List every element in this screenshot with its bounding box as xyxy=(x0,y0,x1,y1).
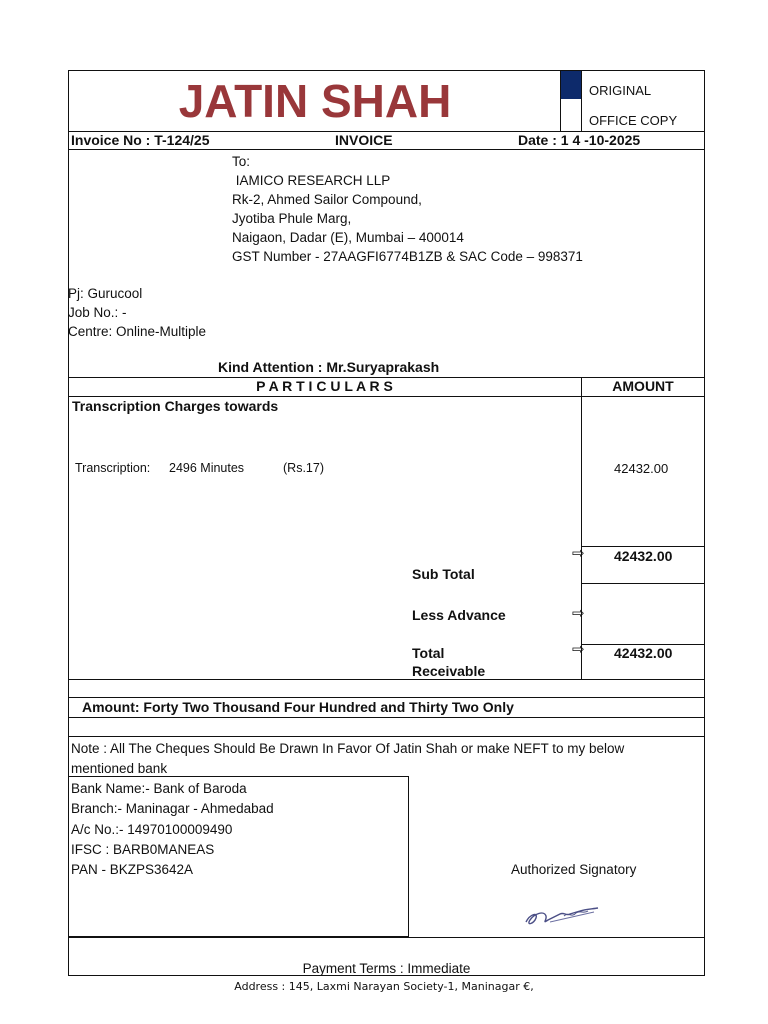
bank-branch: Branch:- Maninagar - Ahmedabad xyxy=(71,801,274,817)
bank-name: Bank Name:- Bank of Baroda xyxy=(71,781,247,796)
client-line: Rk-2, Ahmed Sailor Compound, xyxy=(232,192,422,207)
invoice-date: Date : 1 4 -10-2025 xyxy=(518,132,641,148)
total-label-line: Total xyxy=(412,645,445,661)
note-line: mentioned bank xyxy=(71,761,168,776)
divider xyxy=(581,377,582,679)
divider xyxy=(68,679,705,680)
copy-color-flag xyxy=(561,71,581,99)
bank-account: A/c No.:- 14970100009490 xyxy=(71,821,233,837)
project-job: Job No.: - xyxy=(68,305,127,320)
total-receivable-label xyxy=(412,644,485,680)
kind-attention: Kind Attention : Mr.Suryaprakash xyxy=(218,359,440,375)
arrow-icon: ⇨ xyxy=(572,545,585,562)
client-block xyxy=(232,152,583,266)
divider xyxy=(68,937,705,938)
arrow-icon: ⇨ xyxy=(572,641,585,658)
issuer-name: JATIN SHAH xyxy=(178,75,452,127)
item-amount: 42432.00 xyxy=(614,461,669,476)
item-quantity: 2496 Minutes xyxy=(169,461,245,475)
divider xyxy=(68,736,705,737)
copy-original-label: ORIGINAL xyxy=(589,83,652,98)
project-centre: Centre: Online-Multiple xyxy=(68,324,207,339)
amount-in-words: Amount: Forty Two Thousand Four Hundred and Thirty Two Only xyxy=(82,699,514,715)
divider xyxy=(68,396,705,397)
divider xyxy=(68,697,705,698)
divider xyxy=(68,717,705,718)
client-line: Naigaon, Dadar (E), Mumbai – 400014 xyxy=(232,230,464,245)
particulars-header: P A R T I C U L A R S xyxy=(256,378,393,394)
sub-total-label: Sub Total xyxy=(412,566,475,582)
divider xyxy=(581,546,705,547)
client-line: GST Number - 27AAGFI6774B1ZB & SAC Code – 998371 xyxy=(232,249,583,264)
invoice-number: Invoice No : T-124/25 xyxy=(71,132,210,148)
section-title: Transcription Charges towards xyxy=(72,398,279,414)
note-line: Note : All The Cheques Should Be Drawn In Favor Of Jatin Shah or make NEFT to my below xyxy=(71,741,625,756)
project-block xyxy=(68,284,206,341)
bank-details xyxy=(71,779,274,880)
total-receivable-value: 42432.00 xyxy=(614,645,673,661)
divider xyxy=(581,70,582,132)
payment-terms: Payment Terms : Immediate xyxy=(302,961,471,976)
signature-icon xyxy=(520,900,604,930)
project-pj: Pj: Gurucool xyxy=(68,286,143,301)
payment-note xyxy=(71,739,624,779)
client-line: IAMICO RESEARCH LLP xyxy=(232,173,391,188)
less-advance-label: Less Advance xyxy=(412,607,506,623)
arrow-icon: ⇨ xyxy=(572,605,585,622)
copy-office-label: OFFICE COPY xyxy=(589,113,678,128)
divider xyxy=(581,583,705,584)
total-label-line: Receivable xyxy=(412,663,486,679)
item-label: Transcription: xyxy=(75,461,151,475)
bank-pan: PAN - BKZPS3642A xyxy=(71,862,194,878)
item-rate: (Rs.17) xyxy=(283,461,324,475)
divider xyxy=(68,149,705,150)
authorized-signatory: Authorized Signatory xyxy=(511,862,637,877)
footer-address: Address : 145, Laxmi Narayan Society-1, Maninagar €, xyxy=(234,980,534,993)
to-label: To: xyxy=(232,154,251,169)
amount-header: AMOUNT xyxy=(612,378,674,394)
sub-total-value: 42432.00 xyxy=(614,548,673,564)
document-type: INVOICE xyxy=(335,132,393,148)
client-line: Jyotiba Phule Marg, xyxy=(232,211,352,226)
bank-ifsc: IFSC : BARB0MANEAS xyxy=(71,841,215,857)
